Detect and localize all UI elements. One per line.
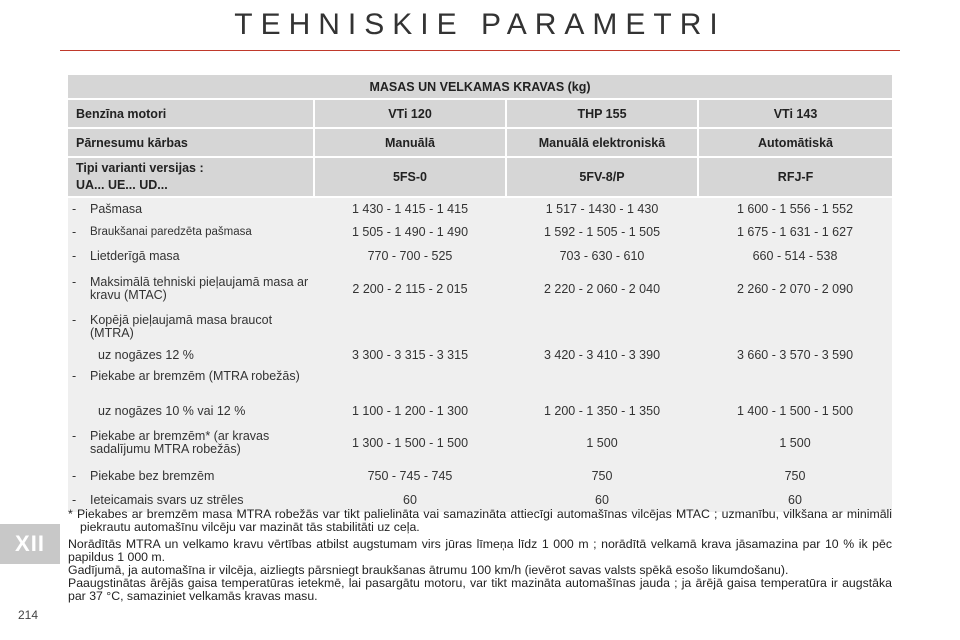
table-row: [68, 464, 892, 488]
row-value: 60: [403, 493, 417, 507]
footnote-braked-trailer: * Piekabes ar bremzēm masa MTRA robežās var tikt palielināta vai samazināta attiecīgi automašīnas vilcējas MTAC ; uzmanību, vilkšana ar minimāli piekrautu automašīnu vilcēju var mazināt tās stabilitāti uz ceļa.: [68, 507, 892, 534]
variant-col-3: RFJ-F: [698, 157, 892, 197]
table-caption: MASAS UN VELKAMAS KRAVAS (kg): [68, 75, 892, 99]
row-dash: -: [72, 313, 77, 327]
gearbox-label: Pārnesumu kārbas: [68, 128, 314, 157]
row-dash: -: [72, 201, 77, 216]
row-value: 60: [595, 493, 609, 507]
row-value: 750 - 745 - 745: [367, 469, 453, 483]
table-row: [68, 244, 892, 268]
row-dash: -: [72, 275, 77, 289]
chapter-tab: [0, 524, 60, 564]
variants-label-line-2: UA... UE... UD...: [76, 178, 168, 192]
row-label: uz nogāzes 12 %: [98, 347, 194, 362]
gearbox-col-3: Automātiskā: [698, 128, 892, 157]
table-row: [68, 197, 892, 220]
row-value: 2 200 - 2 115 - 2 015: [352, 282, 468, 296]
row-value: [506, 310, 698, 344]
row-value: [506, 366, 698, 400]
variants-row: [68, 157, 892, 197]
row-label: Ieteicamais svars uz strēles: [90, 492, 244, 507]
table-row: [68, 344, 892, 366]
variant-col-1: 5FS-0: [314, 157, 506, 197]
chapter-number: XII: [15, 531, 45, 556]
row-label: Maksimālā tehniski pieļaujamā masa ar kravu (MTAC): [90, 275, 309, 302]
row-label: Braukšanai paredzēta pašmasa: [90, 225, 252, 238]
row-label: Kopējā pieļaujamā masa braucot (MTRA): [90, 313, 273, 340]
row-value: 3 300 - 3 315 - 3 315: [351, 348, 469, 362]
note-temperature: Paaugstinātas ārējās gaisa temperatūras ietekmē, lai pasargātu motoru, var tikt mazināta automašīnas jauda ; ja ārējā gaisa temperatūra ir augstāka par 37 °C, samaziniet velkamās kravas masu.: [68, 576, 892, 603]
row-value: 60: [788, 493, 802, 507]
row-value: 1 500: [779, 436, 811, 450]
row-value: 1 500: [586, 436, 618, 450]
row-value: 1 675 - 1 631 - 1 627: [736, 225, 854, 239]
row-label: Piekabe bez bremzēm: [90, 468, 215, 483]
variant-col-2: 5FV-8/P: [506, 157, 698, 197]
row-value: 750: [591, 469, 613, 483]
page-title: TEHNISKIE PARAMETRI: [234, 8, 726, 41]
table-row: [68, 400, 892, 422]
row-value: 1 400 - 1 500 - 1 500: [736, 404, 854, 418]
row-dash: -: [72, 429, 77, 443]
row-label: uz nogāzes 10 % vai 12 %: [98, 403, 246, 418]
row-dash: -: [72, 248, 77, 263]
page-number: 214: [18, 608, 39, 622]
row-dash: -: [72, 369, 77, 383]
row-label: Pašmasa: [90, 201, 143, 216]
gearbox-col-2: Manuālā elektroniskā: [506, 128, 698, 157]
mass-and-towing-table: [68, 75, 892, 512]
table-row: [68, 366, 892, 400]
row-value: [698, 310, 892, 344]
table-row: [68, 268, 892, 310]
gearbox-row: [68, 128, 892, 157]
row-value: 750: [784, 469, 806, 483]
table-row: [68, 310, 892, 344]
row-value: 1 600 - 1 556 - 1 552: [736, 202, 854, 216]
engine-col-1: VTi 120: [314, 99, 506, 128]
row-value: 1 592 - 1 505 - 1 505: [543, 225, 661, 239]
title-divider: [60, 50, 900, 51]
note-altitude: Norādītās MTRA un velkamo kravu vērtības atbilst augstumam virs jūras līmeņa līdz 1 000 m ; norādītā velkamā krava jāsamazina par 10 % ik pēc papildus 1 000 m.: [68, 537, 892, 564]
engines-label: Benzīna motori: [68, 99, 314, 128]
row-dash: -: [72, 224, 77, 239]
row-value: 2 220 - 2 060 - 2 040: [543, 282, 661, 296]
note-speed-limit: Gadījumā, ja automašīna ir vilcēja, aizliegts pārsniegt braukšanas ātrumu 100 km/h (ievērot savas valsts spēkā esošo likumdošanu).: [68, 563, 789, 577]
row-value: [314, 310, 506, 344]
row-value: 1 200 - 1 350 - 1 350: [543, 404, 661, 418]
row-value: 703 - 630 - 610: [559, 249, 645, 263]
table-caption-row: [68, 75, 892, 99]
row-label: Piekabe ar bremzēm (MTRA robežās): [90, 369, 300, 383]
engine-col-2: THP 155: [506, 99, 698, 128]
variants-label: [68, 157, 314, 197]
row-value: 770 - 700 - 525: [367, 249, 453, 263]
engine-col-3: VTi 143: [698, 99, 892, 128]
row-value: 3 660 - 3 570 - 3 590: [736, 348, 854, 362]
row-value: 3 420 - 3 410 - 3 390: [543, 348, 661, 362]
row-label: Lietderīgā masa: [90, 248, 180, 263]
row-value: 1 100 - 1 200 - 1 300: [351, 404, 469, 418]
row-value: 1 505 - 1 490 - 1 490: [351, 225, 469, 239]
variants-label-line-1: Tipi varianti versijas :: [76, 161, 204, 175]
row-value: 1 300 - 1 500 - 1 500: [351, 436, 469, 450]
row-dash: -: [72, 468, 77, 483]
row-value: [698, 366, 892, 400]
row-label: Piekabe ar bremzēm* (ar kravas sadalījumu MTRA robežās): [90, 429, 270, 456]
footnotes: [68, 508, 892, 603]
engines-row: [68, 99, 892, 128]
row-value: 1 517 - 1430 - 1 430: [545, 202, 659, 216]
row-value: [314, 366, 506, 400]
row-value: 1 430 - 1 415 - 1 415: [351, 202, 469, 216]
row-value: 2 260 - 2 070 - 2 090: [736, 282, 854, 296]
row-dash: -: [72, 492, 77, 507]
table-row: [68, 220, 892, 244]
row-value: 660 - 514 - 538: [752, 249, 838, 263]
gearbox-col-1: Manuālā: [314, 128, 506, 157]
table-row: [68, 422, 892, 464]
